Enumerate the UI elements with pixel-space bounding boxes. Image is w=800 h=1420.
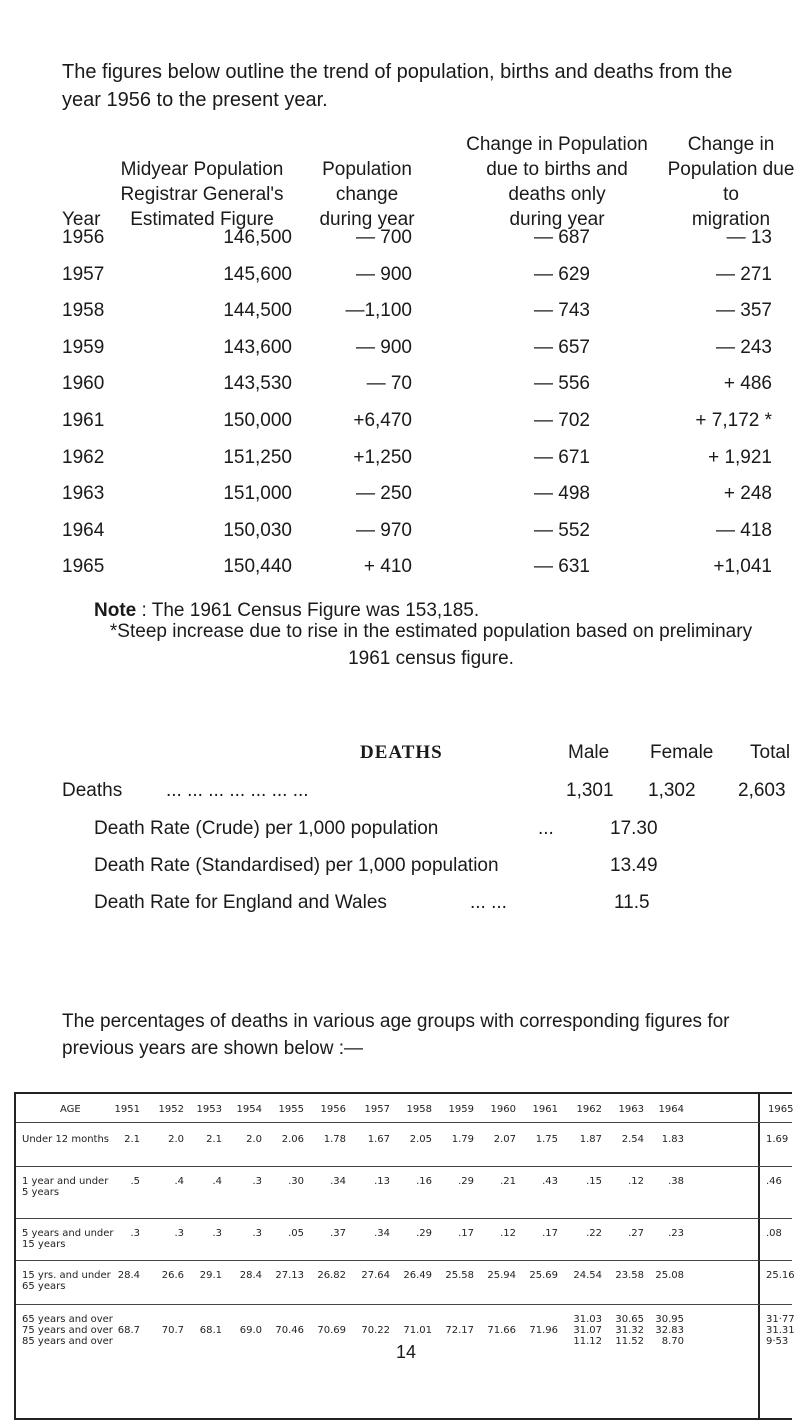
note-label: Note [94,600,137,621]
age-value: 1.87 [579,1134,602,1145]
age-value: .3 [252,1228,262,1239]
population-row [62,447,800,483]
col-female: Female [650,742,714,763]
age-value: 25.94 [487,1270,516,1281]
year-header: 1957 [364,1104,390,1115]
row-divider [16,1122,792,1123]
age-row-label: 65 years and over [22,1314,113,1325]
year-header: 1952 [158,1104,184,1115]
age-value: .4 [174,1176,184,1187]
age-groups-table [14,1092,795,1420]
midyear-cell: 151,250 [223,446,292,468]
migration-cell: — 243 [716,336,772,358]
age-value: .17 [542,1228,558,1239]
age-value: 31.32 [615,1325,644,1336]
age-value: 11.12 [573,1336,602,1347]
age-value: 26.49 [403,1270,432,1281]
population-row [62,264,800,300]
header-births-deaths: due to births and deaths only during year [486,159,628,230]
page-number: 14 [396,1342,417,1362]
year-cell: 1958 [62,300,105,322]
year-cell: 1960 [62,373,105,395]
age-value: 11.52 [615,1336,644,1347]
population-change-cell: + 410 [363,556,412,578]
year-cell: 1961 [62,410,105,431]
year-cell: 1957 [62,263,105,285]
age-value: 25.69 [529,1270,558,1281]
age-header: AGE [60,1104,81,1115]
age-value: .21 [500,1176,516,1187]
age-value: 70.22 [361,1325,390,1336]
age-value-1965: .46 [766,1176,782,1187]
year-cell: 1956 [62,227,105,248]
population-row [62,483,800,519]
population-row [62,373,800,409]
age-value: 70.7 [161,1325,184,1336]
age-value-1965: 25.16 [766,1270,795,1281]
age-value: 71.66 [487,1325,516,1336]
percentages-line-2: previous years are shown below :— [62,1038,363,1059]
age-value: .3 [130,1228,140,1239]
standardised-rate-label: Death Rate (Standardised) per 1,000 population [94,855,499,876]
row-divider [16,1166,792,1167]
year-cell: 1962 [62,446,105,468]
steep-increase-footnote [62,618,800,672]
steep-line-2: 1961 census figure. [348,648,514,669]
intro-paragraph [62,58,794,114]
age-value: 29.1 [199,1270,222,1281]
births-deaths-cell: — 556 [534,373,590,395]
age-row-label: 85 years and over [22,1336,113,1347]
migration-cell: + 248 [723,483,772,505]
row-divider [16,1304,792,1305]
midyear-cell: 144,500 [223,300,292,322]
year-header: 1960 [490,1104,516,1115]
population-row [62,520,800,556]
age-row-label: 15 yrs. and under [22,1270,111,1281]
midyear-cell: 146,500 [223,227,292,248]
col-male: Male [568,742,610,763]
deaths-title: DEATHS [360,742,443,763]
age-row-label: Under 12 months [22,1134,110,1145]
age-value: .43 [542,1176,558,1187]
age-value: .38 [668,1176,684,1187]
deaths-label: Deaths [62,780,123,801]
age-row-label: 5 years and under [22,1228,114,1239]
age-value: .23 [668,1228,684,1239]
deaths-dots: ... ... ... ... ... ... ... [166,780,309,801]
header-change-in: Change in [687,134,775,155]
age-value: .30 [288,1176,304,1187]
age-value: 24.54 [573,1270,602,1281]
population-row [62,556,800,592]
age-value: 27.64 [361,1270,390,1281]
age-value: 70.46 [275,1325,304,1336]
percentages-paragraph [62,1008,800,1062]
year-header: 1951 [114,1104,140,1115]
population-change-cell: +1,250 [353,446,412,468]
age-value: 1.83 [661,1134,684,1145]
crude-rate-value: 17.30 [610,818,658,839]
population-row [62,337,800,373]
age-value-1965: 9·53 [766,1336,789,1347]
midyear-cell: 145,600 [223,263,292,285]
midyear-cell: 151,000 [223,483,292,505]
year-header: 1959 [448,1104,474,1115]
year-cell: 1959 [62,336,105,358]
age-value: 2.1 [124,1134,140,1145]
age-value: 2.0 [246,1134,262,1145]
year-header: 1955 [278,1104,304,1115]
age-value: 26.6 [161,1270,184,1281]
midyear-cell: 150,030 [223,519,292,541]
age-row-label: 75 years and over [22,1325,113,1336]
year-header: 1962 [576,1104,602,1115]
age-value: 25.08 [655,1270,684,1281]
intro-line-1: The figures below outline the trend of population, births and deaths from the [62,61,733,83]
england-rate-dots: ... ... [470,892,507,913]
standardised-rate-value: 13.49 [610,855,658,876]
population-change-cell: — 970 [356,519,412,541]
age-value: .37 [330,1228,346,1239]
age-value-1965: 31·77 [766,1314,795,1325]
population-change-cell: — 250 [356,483,412,505]
population-change-cell: +6,470 [353,410,412,431]
births-deaths-cell: — 657 [534,336,590,358]
age-value: .5 [130,1176,140,1187]
age-value: 2.05 [409,1134,432,1145]
age-value: 26.82 [317,1270,346,1281]
age-value: 70.69 [317,1325,346,1336]
percentages-line-1: The percentages of deaths in various age groups with corresponding figures for [62,1011,730,1032]
age-value: 27.13 [275,1270,304,1281]
age-value: 1.79 [451,1134,474,1145]
age-value: .3 [212,1228,222,1239]
age-value: 2.07 [493,1134,516,1145]
year-header: 1954 [236,1104,262,1115]
age-row-label: 15 years [22,1239,66,1250]
row-divider [16,1218,792,1219]
population-change-cell: — 70 [366,373,412,395]
age-value: .16 [416,1176,432,1187]
age-value: 1.78 [323,1134,346,1145]
crude-rate-dots: ... [538,818,554,839]
age-value: 69.0 [239,1325,262,1336]
age-value: 28.4 [239,1270,262,1281]
header-year: Year [62,209,101,230]
year-header: 1961 [532,1104,558,1115]
migration-cell: — 13 [726,227,772,248]
age-value-1965: 31.31 [766,1325,795,1336]
age-value: 68.7 [117,1325,140,1336]
age-value: .17 [458,1228,474,1239]
year-header: 1963 [618,1104,644,1115]
age-value: .4 [212,1176,222,1187]
deaths-male: 1,301 [566,780,614,801]
population-row [62,227,800,263]
births-deaths-cell: — 743 [534,300,590,322]
last-column-divider [758,1092,760,1420]
migration-cell: + 1,921 [708,446,772,468]
year-header: 1964 [658,1104,684,1115]
age-value-1965: 1.69 [766,1134,789,1145]
year-header: 1958 [406,1104,432,1115]
age-value: 71.01 [403,1325,432,1336]
age-value: 31.07 [573,1325,602,1336]
age-value: .27 [628,1228,644,1239]
migration-cell: — 418 [716,519,772,541]
population-row [62,300,800,336]
age-value: 30.65 [615,1314,644,1325]
note-text: : The 1961 Census Figure was 153,185. [141,600,480,621]
age-value: 8.70 [661,1336,684,1347]
births-deaths-cell: — 702 [534,410,590,431]
population-change-cell: —1,100 [345,300,412,322]
births-deaths-cell: — 498 [534,483,590,505]
age-value: 2.1 [206,1134,222,1145]
population-change-cell: — 900 [356,263,412,285]
population-row [62,410,800,446]
age-value: 2.0 [168,1134,184,1145]
year-header: 1953 [196,1104,222,1115]
births-deaths-cell: — 671 [534,446,590,468]
migration-cell: + 486 [723,373,772,395]
age-value: .12 [500,1228,516,1239]
population-change-cell: — 700 [356,227,412,248]
age-value: 1.67 [367,1134,390,1145]
row-divider [16,1260,792,1261]
age-value: 72.17 [445,1325,474,1336]
england-rate-value: 11.5 [614,892,650,913]
age-value: 31.03 [573,1314,602,1325]
age-value: .22 [586,1228,602,1239]
col-total: Total [750,742,791,763]
midyear-cell: 143,530 [223,373,292,395]
age-value: 25.58 [445,1270,474,1281]
age-value: 30.95 [655,1314,684,1325]
year-cell: 1963 [62,483,105,505]
age-value: .13 [374,1176,390,1187]
header-midyear: Midyear Population Registrar General's Estimated Figure [120,159,284,230]
age-value: .34 [330,1176,346,1187]
age-value: 1.75 [535,1134,558,1145]
age-value: 23.58 [615,1270,644,1281]
migration-cell: +1,041 [713,556,772,578]
age-value: .3 [174,1228,184,1239]
header-population-change: Population change during year [319,159,415,230]
midyear-cell: 150,440 [223,556,292,578]
births-deaths-cell: — 687 [534,227,590,248]
age-value: 2.06 [281,1134,304,1145]
age-row-label: 65 years [22,1281,66,1292]
age-value: .05 [288,1228,304,1239]
crude-rate-label: Death Rate (Crude) per 1,000 population [94,818,439,839]
midyear-cell: 150,000 [223,410,292,431]
intro-line-2: year 1956 to the present year. [62,89,328,111]
age-value: 32.83 [655,1325,684,1336]
age-value: 68.1 [199,1325,222,1336]
age-row-label: 5 years [22,1187,60,1198]
age-value: .29 [458,1176,474,1187]
steep-line-1: *Steep increase due to rise in the estimated population based on preliminary [109,621,753,642]
age-value: .29 [416,1228,432,1239]
header-change-in-population: Change in Population [466,134,648,155]
age-value-1965: .08 [766,1228,782,1239]
births-deaths-cell: — 552 [534,519,590,541]
age-value: 71.96 [529,1325,558,1336]
year-header-1965: 1965 [768,1104,794,1115]
year-cell: 1965 [62,556,105,578]
england-rate-label: Death Rate for England and Wales [94,892,387,913]
age-value: .34 [374,1228,390,1239]
migration-cell: + 7,172 * [695,410,772,431]
age-value: 2.54 [621,1134,644,1145]
year-cell: 1964 [62,519,105,541]
midyear-cell: 143,600 [223,336,292,358]
age-row-label: 1 year and under [22,1176,109,1187]
age-value: .12 [628,1176,644,1187]
migration-cell: — 357 [716,300,772,322]
migration-cell: — 271 [716,263,772,285]
year-header: 1956 [320,1104,346,1115]
deaths-total: 2,603 [738,780,786,801]
population-change-cell: — 900 [356,336,412,358]
age-value: 28.4 [117,1270,140,1281]
header-migration: Population due to migration [667,159,795,230]
deaths-female: 1,302 [648,780,696,801]
age-value: .15 [586,1176,602,1187]
births-deaths-cell: — 629 [534,263,590,285]
births-deaths-cell: — 631 [534,556,590,578]
age-value: .3 [252,1176,262,1187]
